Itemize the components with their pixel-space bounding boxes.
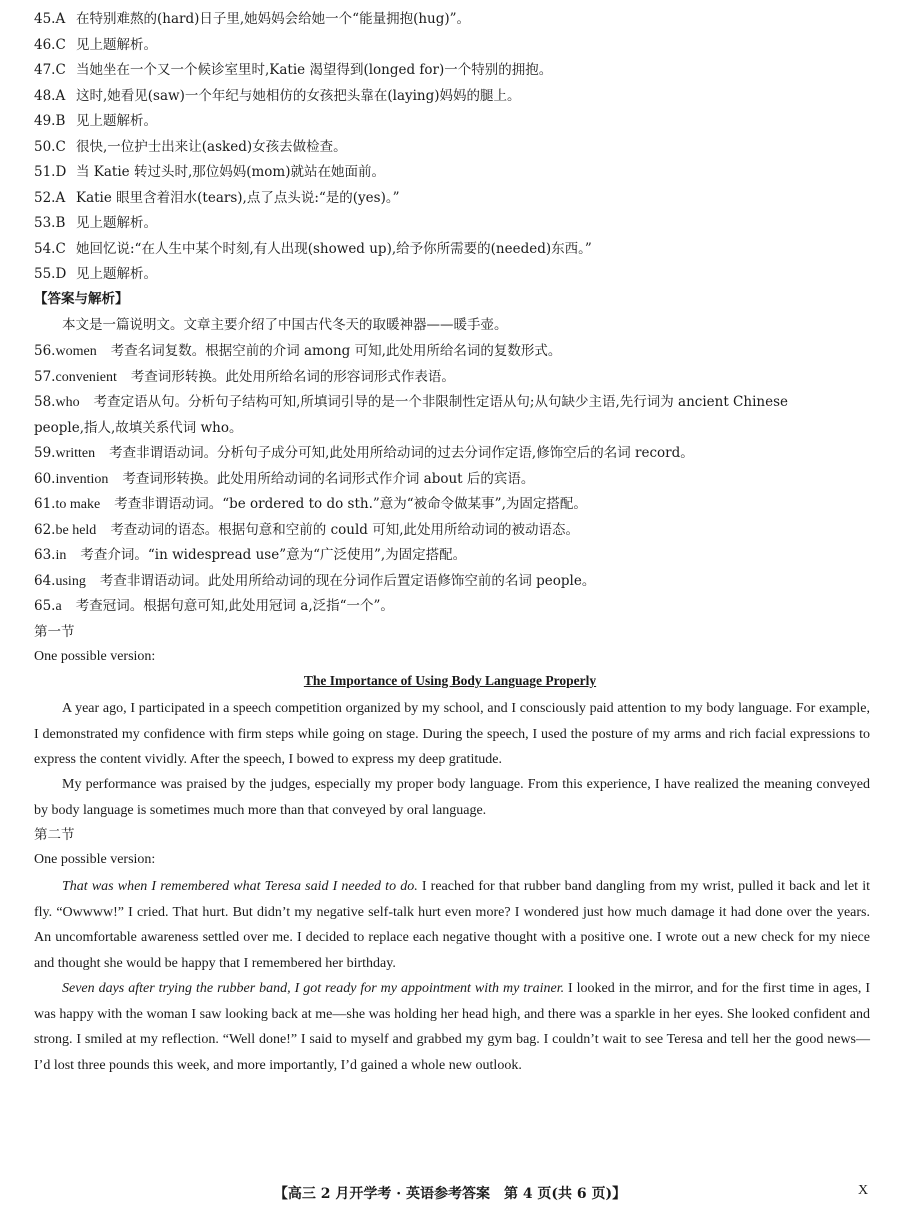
part1-label: 第一节	[34, 624, 75, 640]
essay1-paragraph-1: A year ago, I participated in a speech competition organized by my school, and I consciously paid attention to my body language. For example, I demonstrated my confidence with firm steps while going on stage. During the speech, I used the posture of my arms and rich facial expressions to express the content vividly. After the speech, I bowed to express my deep gratitude.	[34, 701, 870, 768]
answer-number: 64.	[34, 572, 56, 589]
answer-explanation: 见上题解析。	[76, 215, 157, 231]
answer-row	[34, 213, 870, 233]
answer-number: 59.	[34, 445, 56, 461]
answer-word: invention	[55, 471, 109, 487]
answer-row	[34, 545, 870, 566]
answer-word: be held	[55, 522, 97, 538]
answer-row	[34, 571, 870, 592]
footer-version-mark: X	[858, 1183, 869, 1198]
part2-version-label: One possible version:	[34, 852, 156, 867]
answer-number: 65.	[34, 598, 56, 614]
answer-word: in	[55, 548, 67, 563]
answer-number: 56.	[34, 343, 56, 359]
answer-explanation: 考查词形转换。此处用所给名词的形容词形式作表语。	[130, 368, 455, 385]
answer-number: 57.	[34, 368, 56, 385]
essay2-paragraph-2-body: I looked in the mirror, and for the first time in ages, I was happy with the woman I saw looking back at me—she was holding her head high, and there was a sparkle in her eyes. She looked confident and strong. I smiled at my reflection. “Well done!” I said to myself and grabbed my gym bag. I couldn’t wait to see Teresa and tell her the good news—I’d lost three pounds this week, and more importantly, I’d gained a whole new outlook.	[34, 981, 870, 1073]
answer-row	[34, 469, 870, 490]
answer-number: 54.C	[34, 240, 66, 257]
answer-explanation: 考查名词复数。根据空前的介词 among 可知,此处用所给名词的复数形式。	[110, 343, 562, 359]
answer-explanation: 见上题解析。	[76, 113, 157, 129]
answer-explanation: 考查非谓语动词。“be ordered to do sth.”意为“被命令做某事”,为固定搭配。	[114, 496, 587, 512]
answer-explanation: 考查动词的语态。根据句意和空前的 could 可知,此处用所给动词的被动语态。	[110, 521, 580, 538]
part2-label: 第二节	[34, 827, 75, 843]
answer-row	[34, 9, 870, 29]
answer-explanation: 见上题解析。	[76, 36, 157, 53]
answer-explanation: 考查词形转换。此处用所给动词的名词形式作介词 about 后的宾语。	[122, 470, 535, 487]
answer-row	[34, 264, 870, 284]
essay2-paragraph-1-body: I reached for that rubber band dangling from my wrist, pulled it back and let it fly. “Owwww!” I cried. That hurt. But didn’t my negative self-talk hurt even more? I wondered just how much damage it had done over the years. An uncomfortable awareness settled over me. I decided to replace each negative thought with a positive one. I wrote out a new check for my niece and thought she would be happy that I remembered her birthday.	[34, 879, 870, 971]
answer-explanation: Katie 眼里含着泪水(tears),点了点头说:“是的(yes)。”	[76, 189, 400, 206]
part1-version-label: One possible version:	[34, 649, 156, 664]
answer-row	[34, 111, 870, 131]
answer-row	[34, 86, 870, 106]
answer-number: 48.A	[34, 87, 66, 104]
answer-number: 60.	[34, 470, 56, 487]
answer-row	[34, 162, 870, 182]
answer-number: 61.	[34, 496, 56, 512]
essay2-paragraph-2-lead: Seven days after trying the rubber band, I got ready for my appointment with my trainer.	[62, 981, 565, 996]
answer-explanation: 当她坐在一个又一个候诊室里时,Katie 渴望得到(longed for)一个特别的拥抱。	[76, 62, 553, 78]
page-footer: 【高三 2 月开学考 · 英语参考答案 第 4 页(共 6 页)】	[273, 1186, 627, 1202]
answer-explanation: 这时,她看见(saw)一个年纪与她相仿的女孩把头靠在(laying)妈妈的腿上。	[76, 87, 521, 104]
passage-summary: 本文是一篇说明文。文章主要介绍了中国古代冬天的取暖神器——暖手壶。	[62, 317, 508, 333]
answer-number: 62.	[34, 521, 56, 538]
answer-word: written	[55, 446, 96, 461]
answer-row	[34, 596, 870, 617]
answer-number: 58.	[34, 394, 56, 410]
answer-word: using	[55, 573, 86, 589]
answer-row	[34, 443, 870, 464]
essay2-paragraph-1	[34, 874, 870, 976]
answer-number: 53.B	[34, 215, 66, 231]
answer-row	[34, 494, 870, 515]
answer-row	[34, 520, 870, 541]
answer-row	[34, 418, 870, 439]
answer-row	[34, 367, 870, 388]
answer-number: 50.C	[34, 138, 66, 155]
answer-explanation: 见上题解析。	[76, 266, 157, 282]
answer-row	[34, 341, 870, 362]
answer-explanation: 在特别难熬的(hard)日子里,她妈妈会给她一个“能量拥抱(hug)”。	[76, 11, 471, 27]
answer-number: 49.B	[34, 113, 66, 129]
answer-number: 45.A	[34, 11, 66, 27]
answer-explanation: 考查冠词。根据句意可知,此处用冠词 a,泛指“一个”。	[75, 598, 394, 614]
essay2-paragraph-1-lead: That was when I remembered what Teresa said I needed to do.	[62, 879, 418, 894]
answer-explanation: 当 Katie 转过头时,那位妈妈(mom)就站在她面前。	[76, 164, 386, 180]
answer-number: 63.	[34, 547, 56, 563]
answer-explanation: people,指人,故填关系代词 who。	[34, 419, 243, 436]
answer-row	[34, 392, 870, 413]
essay1-paragraph-2: My performance was praised by the judges, especially my proper body language. From this experience, I have realized the meaning conveyed by body language is sometimes much more than that conveyed by oral language.	[34, 777, 870, 818]
answer-word: convenient	[55, 369, 117, 385]
answer-explanation: 考查介词。“in widespread use”意为“广泛使用”,为固定搭配。	[80, 547, 467, 563]
answer-row	[34, 239, 870, 259]
answer-explanation: 考查非谓语动词。此处用所给动词的现在分词作后置定语修饰空前的名词 people。	[99, 572, 596, 589]
answer-word: who	[55, 395, 80, 410]
answer-number: 52.A	[34, 189, 66, 206]
answer-number: 55.D	[34, 266, 67, 282]
answer-number: 47.C	[34, 62, 66, 78]
answer-row	[34, 35, 870, 55]
section-heading: 【答案与解析】	[34, 291, 129, 307]
answer-explanation: 考查非谓语动词。分析句子成分可知,此处用所给动词的过去分词作定语,修饰空后的名词 record。	[109, 445, 694, 461]
answer-explanation: 很快,一位护士出来让(asked)女孩去做检查。	[76, 138, 347, 155]
answer-row	[34, 60, 870, 80]
answer-word: a	[55, 599, 62, 614]
essay2-paragraph-2	[34, 976, 870, 1078]
answer-row	[34, 188, 870, 208]
answer-word: women	[55, 344, 97, 359]
answer-explanation: 她回忆说:“在人生中某个时刻,有人出现(showed up),给予你所需要的(needed)东西。”	[76, 240, 592, 257]
answer-word: to make	[55, 497, 101, 512]
answer-explanation: 考查定语从句。分析句子结构可知,所填词引导的是一个非限制性定语从句;从句缺少主语,先行词为 ancient Chinese	[93, 394, 788, 410]
answer-number: 46.C	[34, 36, 66, 53]
essay-title: The Importance of Using Body Language Properly	[303, 673, 597, 688]
answer-number: 51.D	[34, 164, 67, 180]
answer-row	[34, 137, 870, 157]
